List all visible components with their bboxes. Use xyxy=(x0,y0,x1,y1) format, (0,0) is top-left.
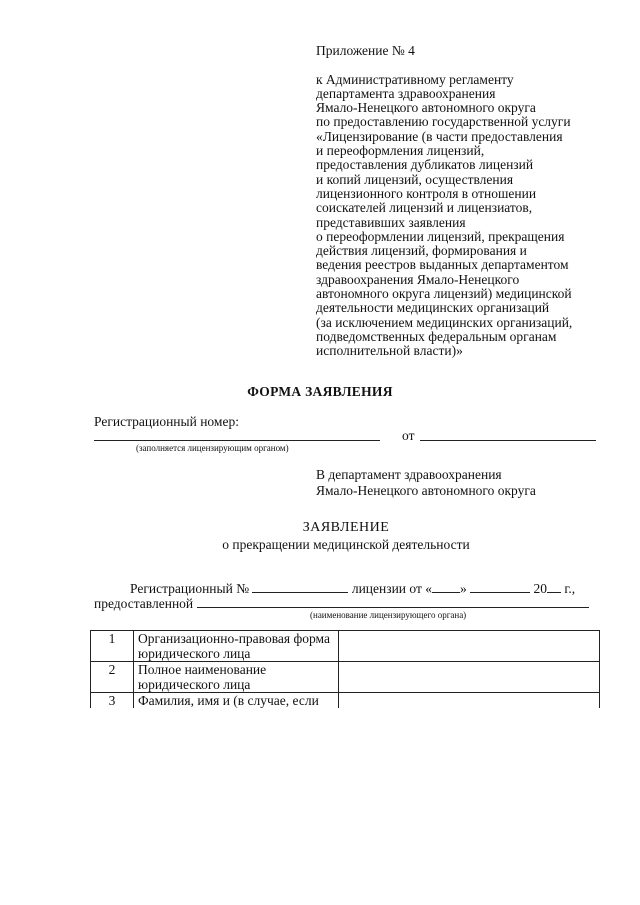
appendix-block xyxy=(316,44,616,359)
row-number: 3 xyxy=(91,693,134,709)
appendix-line: Приложение № 4 xyxy=(316,43,415,58)
appendix-line: представивших заявления xyxy=(316,214,466,230)
row-number: 2 xyxy=(91,662,134,693)
table-row xyxy=(91,631,600,662)
appendix-line: (за исключением медицинских организаций, xyxy=(316,314,573,330)
quote-close: » xyxy=(460,581,467,596)
appendix-line: департамента здравоохранения xyxy=(316,85,496,101)
appendix-line: по предоставлению государственной услуги xyxy=(316,114,571,130)
addressee-line-2: Ямало-Ненецкого автономного округа xyxy=(316,482,536,498)
row-label: Организационно-правовая форма юридического лица xyxy=(134,631,339,662)
reg-no-label: Регистрационный № xyxy=(130,581,250,596)
appendix-line: соискателей лицензий и лицензиатов, xyxy=(316,200,533,216)
appendix-line: действия лицензий, формирования и xyxy=(316,243,527,259)
registration-label: Регистрационный номер: xyxy=(94,414,239,429)
table-row xyxy=(91,662,600,693)
appendix-line: Ямало-Ненецкого автономного округа xyxy=(316,100,536,116)
appendix-line: о переоформлении лицензий, прекращения xyxy=(316,228,565,244)
licensing-authority-field[interactable] xyxy=(197,595,589,608)
addressee-block xyxy=(316,467,536,498)
reg-no-field[interactable] xyxy=(252,580,348,593)
appendix-line: и копий лицензий, осуществления xyxy=(316,171,514,187)
registration-date-field[interactable] xyxy=(420,440,596,441)
table-row xyxy=(91,693,600,709)
appendix-line: «Лицензирование (в части предоставления xyxy=(316,128,563,144)
registration-from-label: от xyxy=(402,428,415,443)
appendix-line: исполнительной власти)» xyxy=(316,343,463,359)
appendix-line: ведения реестров выданных департаментом xyxy=(316,257,569,273)
row-value-field[interactable] xyxy=(339,693,600,709)
appendix-line: автономного округа лицензий) медицинской xyxy=(316,286,572,302)
row-number: 1 xyxy=(91,631,134,662)
applicant-info-table xyxy=(90,630,600,708)
row-label: Полное наименование юридического лица xyxy=(134,662,339,693)
appendix-line: подведомственных федеральным органам xyxy=(316,328,557,344)
license-year-field[interactable] xyxy=(547,580,561,593)
license-month-field[interactable] xyxy=(470,580,530,593)
registration-hint: (заполняется лицензирующим органом) xyxy=(136,443,289,453)
provided-label: предоставленной xyxy=(94,596,194,611)
appendix-line: лицензионного контроля в отношении xyxy=(316,185,537,201)
statement-subtitle: о прекращении медицинской деятельности xyxy=(222,537,470,552)
row-label: Фамилия, имя и (в случае, если xyxy=(134,693,339,709)
form-title: ФОРМА ЗАЯВЛЕНИЯ xyxy=(247,384,393,399)
row-value-field[interactable] xyxy=(339,662,600,693)
appendix-line: здравоохранения Ямало-Ненецкого xyxy=(316,271,520,287)
registration-number-field[interactable] xyxy=(94,440,380,441)
appendix-line xyxy=(316,58,616,72)
appendix-line: предоставления дубликатов лицензий xyxy=(316,157,534,173)
license-from-label: лицензии от « xyxy=(351,581,432,596)
appendix-line: к Административному регламенту xyxy=(316,71,514,87)
statement-title: ЗАЯВЛЕНИЕ xyxy=(302,520,390,535)
year-suffix: г., xyxy=(561,581,576,596)
row-value-field[interactable] xyxy=(339,631,600,662)
licensing-authority-hint: (наименование лицензирующего органа) xyxy=(310,610,467,620)
license-day-field[interactable] xyxy=(432,580,460,593)
addressee-line-1: В департамент здравоохранения xyxy=(316,467,502,482)
appendix-line: и переоформления лицензий, xyxy=(316,143,485,159)
year-prefix: 20 xyxy=(533,581,547,596)
appendix-line: деятельности медицинских организаций xyxy=(316,300,550,316)
